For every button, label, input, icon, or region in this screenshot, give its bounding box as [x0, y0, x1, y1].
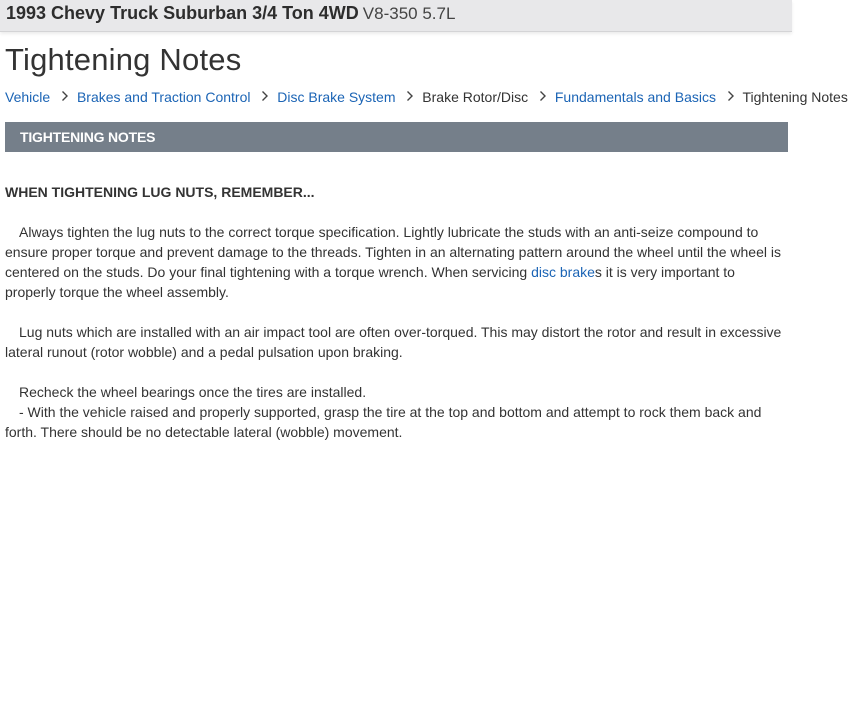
section-header-label: TIGHTENING NOTES	[20, 129, 156, 145]
vehicle-title	[6, 2, 455, 25]
paragraph-text: - With the vehicle raised and properly supported, grasp the tire at the top and bottom and attempt to rock them back and forth. There should be no detectable lateral (wobble) movement.	[5, 404, 762, 440]
paragraph-text: s it is very important to properly torque the wheel assembly.	[5, 264, 735, 300]
breadcrumb-brakes-link[interactable]: Brakes and Traction Control	[76, 89, 251, 105]
breadcrumb-fundamentals-link[interactable]: Fundamentals and Basics	[554, 89, 716, 105]
breadcrumb-disc-brake-link[interactable]: Disc Brake System	[277, 89, 396, 105]
section-header	[5, 122, 788, 152]
article-content	[5, 182, 783, 462]
paragraph-torque	[5, 222, 783, 302]
vehicle-header-bar	[0, 0, 792, 32]
paragraph-text: Recheck the wheel bearings once the tires are installed.	[19, 384, 367, 400]
chevron-right-icon	[724, 89, 738, 103]
paragraph-wheel-bearings	[5, 382, 783, 442]
breadcrumb-current-text: Tightening Notes	[742, 89, 848, 105]
breadcrumb-vehicle-link[interactable]: Vehicle	[5, 89, 51, 105]
content-heading: WHEN TIGHTENING LUG NUTS, REMEMBER...	[5, 184, 315, 200]
chevron-right-icon	[536, 89, 550, 103]
paragraph-impact-tool	[5, 322, 783, 362]
vehicle-engine: V8-350 5.7L	[362, 4, 456, 23]
paragraph-text: Always tighten the lug nuts to the correct torque specification. Lightly lubricate the studs with an anti-seize compound to ensure proper torque and prevent damage to the threads. Tighten in an alternating pattern around the wheel until the wheel is centered on the studs. Do your final tightening with a torque wrench. When servicing	[5, 224, 781, 280]
chevron-right-icon	[403, 89, 417, 103]
breadcrumb-rotor-text: Brake Rotor/Disc	[422, 89, 529, 105]
chevron-right-icon	[258, 89, 272, 103]
chevron-right-icon	[58, 89, 72, 103]
vehicle-name: 1993 Chevy Truck Suburban 3/4 Ton 4WD	[6, 3, 359, 23]
breadcrumb	[5, 88, 848, 108]
disc-brake-link[interactable]: disc brake	[531, 264, 595, 280]
paragraph-text: Lug nuts which are installed with an air impact tool are often over-torqued. This may distort the rotor and result in excessive lateral runout (rotor wobble) and a pedal pulsation upon braking.	[5, 324, 782, 360]
page-title: Tightening Notes	[5, 42, 242, 77]
